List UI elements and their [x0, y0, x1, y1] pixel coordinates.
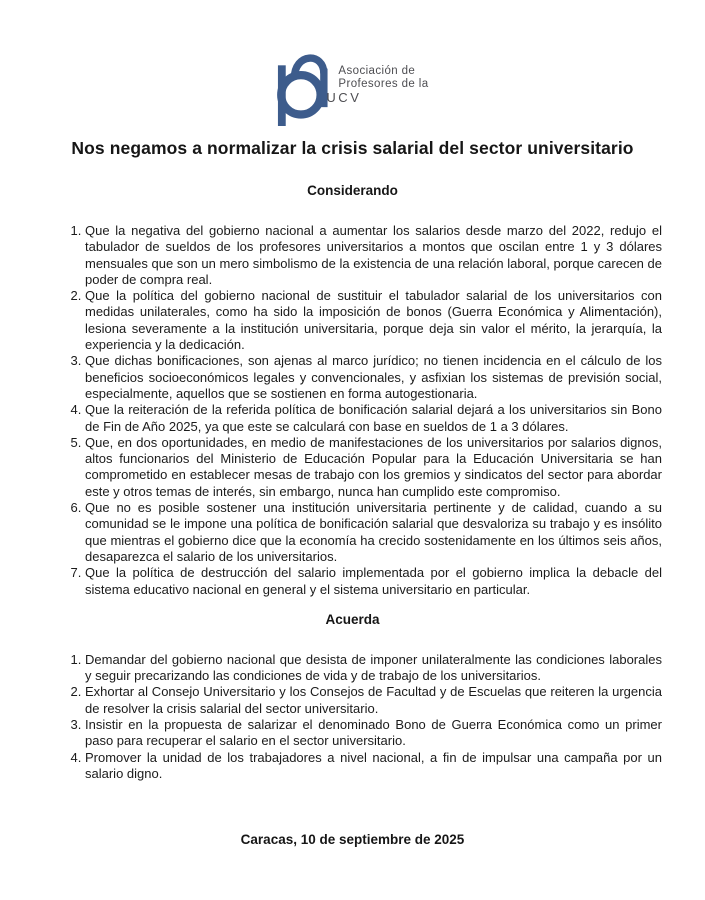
list-item: 1. Demandar del gobierno nacional que desista de imponer unilateralmente las condiciones laborales y seguir precarizando las condiciones de vida y de trabajo de los universitarios. [85, 652, 662, 685]
document-title: Nos negamos a normalizar la crisis salarial del sector universitario [71, 138, 634, 158]
list-item: 3. Insistir en la propuesta de salarizar el denominado Bono de Guerra Económica como un primer paso para recuperar el salario en el sector universitario. [85, 717, 662, 750]
acuerda-heading: Acuerda [325, 611, 380, 627]
apucv-logo [0, 44, 705, 128]
list-item: 4. Que la reiteración de la referida política de bonificación salarial dejará a los universitarios sin Bono de Fin de Año 2025, ya que este se calculará con base en sueldos de 1 a 3 dólares. [85, 402, 662, 435]
acuerda-list [44, 652, 662, 782]
list-item: 2. Exhortar al Consejo Universitario y los Consejos de Facultad y de Escuelas que reiteren la urgencia de resolver la crisis salarial del sector universitario. [85, 684, 662, 717]
list-item: 1. Que la negativa del gobierno nacional a aumentar los salarios desde marzo del 2022, redujo el tabulador de sueldos de los profesores universitarios a montos que oscilan entre 1 y 3 dólares mensuales que son un mero simbolismo de la existencia de una relación laboral, porque carecen de poder de compra real. [85, 223, 662, 288]
logo-org-name-line3: UCV [326, 90, 362, 105]
considerando-list [44, 223, 662, 598]
logo-org-name [326, 44, 429, 105]
list-item: 3. Que dichas bonificaciones, son ajenas al marco jurídico; no tienen incidencia en el cálculo de los beneficios socioeconómicos legales y convencionales, y asfixian los sistemas de previsión social, especialmente, aquellos que se sostienen en forma autogestionaria. [85, 353, 662, 402]
list-item: 6. Que no es posible sostener una institución universitaria pertinente y de calidad, cuando a su comunidad se le impone una política de bonificación salarial que desvaloriza su trabajo y es insólito que mientras el gobierno dice que la economía ha crecido sostenidamente en los últimos seis años, desaparezca el salario de los universitarios. [85, 500, 662, 565]
apucv-monogram-icon [276, 44, 334, 126]
considerando-heading: Considerando [307, 183, 398, 198]
list-item: 2. Que la política del gobierno nacional de sustituir el tabulador salarial de los universitarios con medidas unilaterales, como ha sido la imposición de bonos (Guerra Económica y Alimentación), lesiona severamente a la institución universitaria, porque deja sin valor el mérito, la jerarquía, la experiencia y la dedicación. [85, 288, 662, 353]
list-item: 4. Promover la unidad de los trabajadores a nivel nacional, a fin de impulsar una campaña por un salario digno. [85, 750, 662, 783]
list-item: 7. Que la política de destrucción del salario implementada por el gobierno implica la debacle del sistema educativo nacional en general y el sistema universitario en particular. [85, 565, 662, 598]
logo-org-name-line1: Asociación de [338, 65, 416, 77]
list-item: 5. Que, en dos oportunidades, en medio de manifestaciones de los universitarios por salarios dignos, altos funcionarios del Ministerio de Educación Popular para la Educación Universitaria se han comprometido en establecer mesas de trabajo con los gremios y sindicatos del sector para abordar este y otros temas de interés, sin embargo, nunca han cumplido este compromiso. [85, 435, 662, 500]
logo-org-name-line2: Profesores de la [338, 78, 429, 90]
dateline: Caracas, 10 de septiembre de 2025 [240, 832, 465, 848]
